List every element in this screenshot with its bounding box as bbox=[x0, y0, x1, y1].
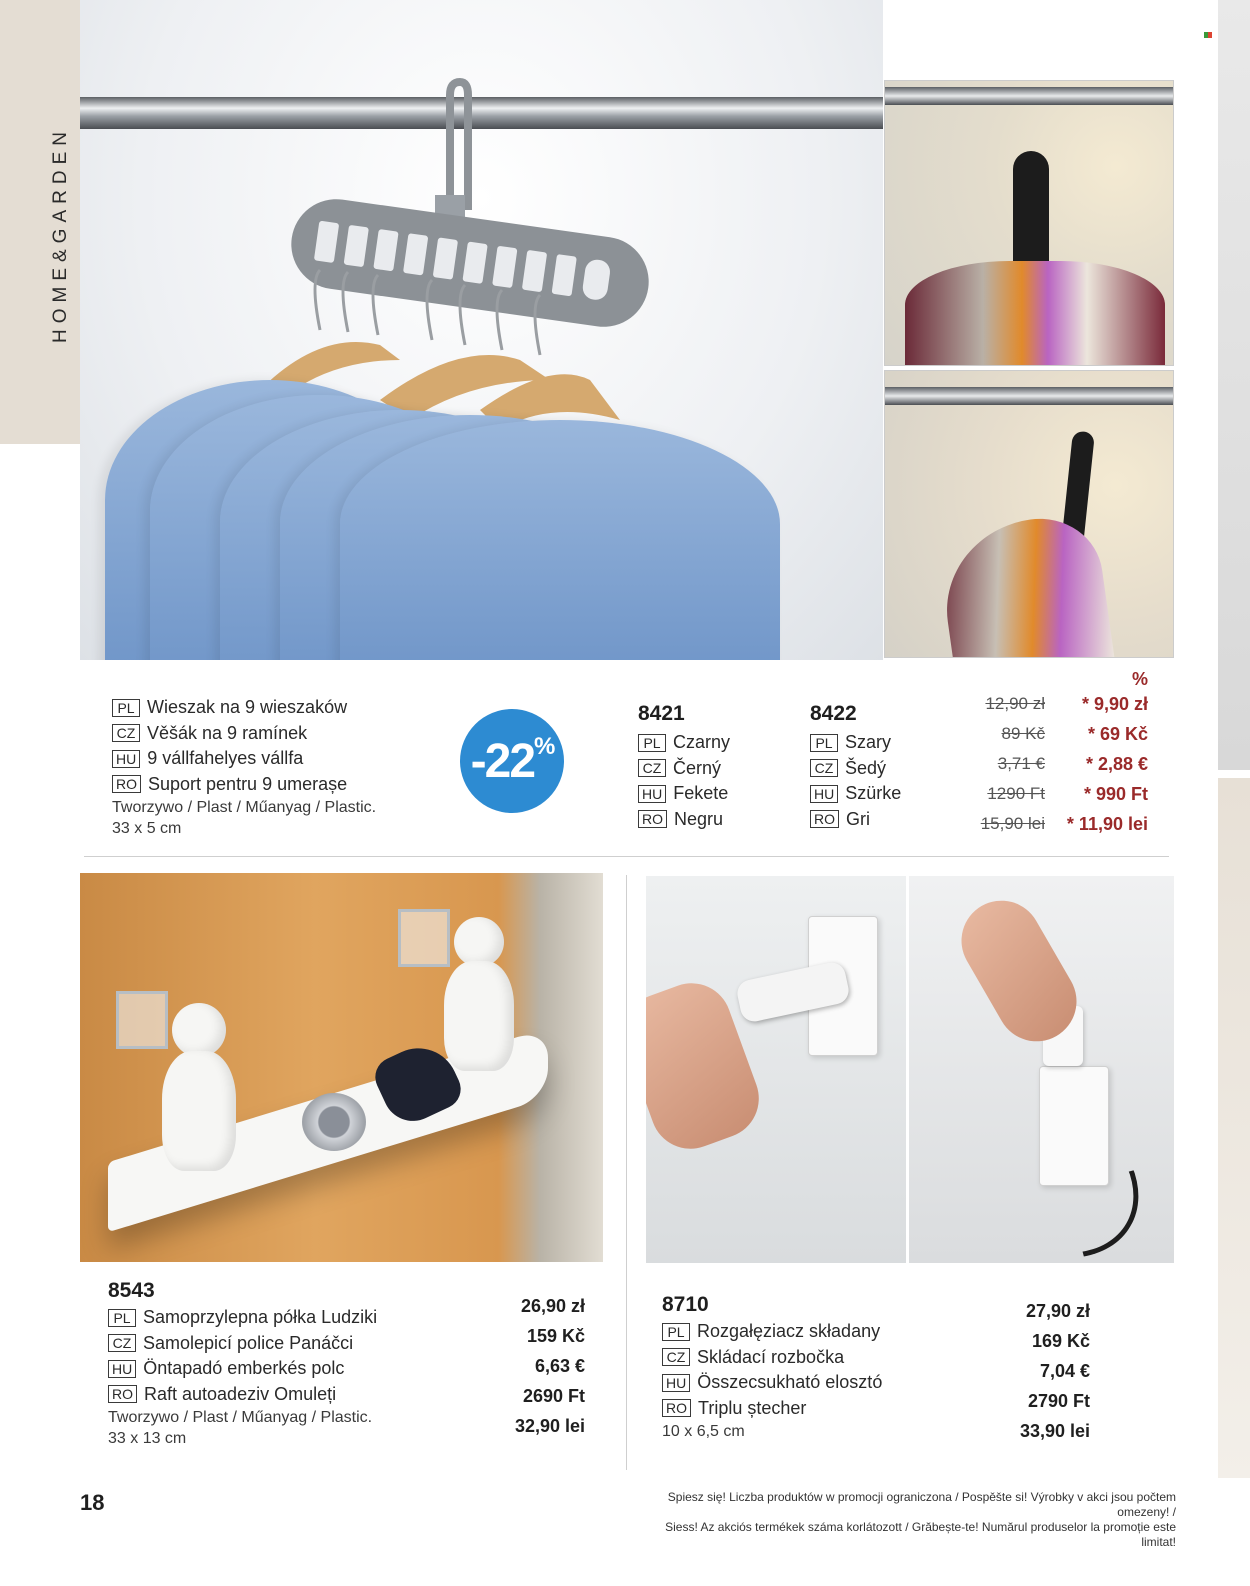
splitter-photo-in-use bbox=[646, 876, 906, 1263]
name-pl: PL Samoprzylepna półka Ludziki bbox=[108, 1305, 377, 1331]
page-edge-strip bbox=[1218, 778, 1250, 1478]
material: Tworzywo / Plast / Műanyag / Plastic. bbox=[108, 1409, 373, 1426]
variant-black bbox=[638, 702, 730, 832]
hanger-main-photo bbox=[80, 0, 883, 660]
product-number: 8710 bbox=[662, 1293, 709, 1316]
old-price-eur: 3,71 € bbox=[997, 754, 1045, 773]
price-ro: 33,90 lei bbox=[1019, 1421, 1090, 1441]
splitter-description bbox=[662, 1293, 882, 1442]
name-ro: RO Triplu ștecher bbox=[662, 1396, 882, 1422]
color-ro: RO Gri bbox=[810, 807, 901, 833]
price-cz: 159 Kč bbox=[526, 1326, 585, 1346]
page-number: 18 bbox=[80, 1490, 105, 1515]
sale-price-pl: * 9,90 zł bbox=[1081, 694, 1148, 714]
old-price-pl: 12,90 zł bbox=[985, 694, 1045, 713]
sale-price-hu: * 990 Ft bbox=[1083, 784, 1148, 804]
figure-head bbox=[454, 917, 504, 967]
old-price-ro: 15,90 lei bbox=[980, 814, 1045, 833]
figure-body bbox=[444, 961, 514, 1071]
shelf-prices bbox=[515, 1294, 585, 1444]
price-eur: 6,63 € bbox=[534, 1356, 585, 1376]
wristwatch bbox=[302, 1093, 366, 1151]
wall-mount bbox=[116, 991, 168, 1049]
price-eur: 7,04 € bbox=[1039, 1361, 1090, 1381]
name-pl: PL Rozgałęziacz składany bbox=[662, 1319, 882, 1345]
color-mark bbox=[1204, 32, 1212, 38]
figure-head bbox=[172, 1003, 226, 1057]
splitter-prices bbox=[1020, 1299, 1090, 1449]
name-hu: HU Öntapadó emberkés polc bbox=[108, 1356, 377, 1382]
product-number: 8422 bbox=[810, 702, 857, 725]
section-tab bbox=[0, 0, 82, 444]
price-ro: 32,90 lei bbox=[514, 1416, 585, 1436]
sale-prices bbox=[1067, 669, 1148, 843]
color-pl: PL Czarny bbox=[638, 730, 730, 756]
price-pl: 26,90 zł bbox=[520, 1296, 585, 1316]
color-hu: HU Szürke bbox=[810, 781, 901, 807]
product-number: 8543 bbox=[108, 1279, 155, 1302]
shirt bbox=[340, 420, 780, 660]
hanger-description bbox=[112, 695, 376, 839]
promo-footnote: Spiesz się! Liczba produktów w promocji ograniczona / Pospěšte si! Výrobky v akci jsou počtem omezeny! / Siess! Az akciós termékek száma korlátozott / Grăbește-te! Numărul produselor la promoție este limitat! bbox=[665, 1490, 1176, 1549]
figure-body bbox=[162, 1051, 236, 1171]
hanger-photo-folded bbox=[884, 370, 1174, 658]
material: Tworzywo / Plast / Műanyag / Plastic. bbox=[112, 799, 377, 816]
name-ro: RO Suport pentru 9 umerașe bbox=[112, 772, 376, 798]
section-divider bbox=[84, 856, 1169, 857]
name-pl: PL Wieszak na 9 wieszaków bbox=[112, 695, 376, 721]
sale-price-eur: * 2,88 € bbox=[1085, 754, 1148, 774]
price-hu: 2790 Ft bbox=[1027, 1391, 1090, 1411]
old-price-cz: 89 Kč bbox=[1001, 724, 1045, 743]
color-ro: RO Negru bbox=[638, 807, 730, 833]
splitter-photo-folded bbox=[909, 876, 1174, 1263]
price-cz: 169 Kč bbox=[1031, 1331, 1090, 1351]
price-hu: 2690 Ft bbox=[522, 1386, 585, 1406]
dimensions: 33 x 5 cm bbox=[112, 820, 182, 837]
name-hu: HU 9 vállfahelyes vállfa bbox=[112, 746, 376, 772]
color-cz: CZ Šedý bbox=[810, 756, 901, 782]
variant-grey bbox=[810, 702, 901, 832]
color-pl: PL Szary bbox=[810, 730, 901, 756]
price-pl: 27,90 zł bbox=[1025, 1301, 1090, 1321]
name-cz: CZ Samolepicí police Panáčci bbox=[108, 1331, 377, 1357]
percent-mark: % bbox=[1131, 669, 1148, 689]
dimensions: 10 x 6,5 cm bbox=[662, 1423, 745, 1440]
wall-mount bbox=[398, 909, 450, 967]
dimensions: 33 x 13 cm bbox=[108, 1430, 187, 1447]
shelf-description bbox=[108, 1279, 377, 1449]
discount-badge: -22 % bbox=[460, 709, 564, 813]
old-price-hu: 1290 Ft bbox=[987, 784, 1045, 803]
color-cz: CZ Černý bbox=[638, 756, 730, 782]
section-tab-label: HOME&GARDEN bbox=[50, 126, 71, 343]
shelf-photo bbox=[80, 873, 603, 1262]
hanger-photo-detail bbox=[884, 80, 1174, 366]
color-hu: HU Fekete bbox=[638, 781, 730, 807]
product-number: 8421 bbox=[638, 702, 685, 725]
name-cz: CZ Skládací rozbočka bbox=[662, 1345, 882, 1371]
name-ro: RO Raft autoadeziv Omuleți bbox=[108, 1382, 377, 1408]
name-hu: HU Összecsukható elosztó bbox=[662, 1370, 882, 1396]
sale-price-cz: * 69 Kč bbox=[1087, 724, 1148, 744]
page-edge-strip bbox=[1218, 0, 1250, 770]
sale-price-ro: * 11,90 lei bbox=[1066, 814, 1148, 834]
column-divider bbox=[626, 875, 627, 1470]
name-cz: CZ Věšák na 9 ramínek bbox=[112, 721, 376, 747]
old-prices bbox=[981, 693, 1045, 843]
